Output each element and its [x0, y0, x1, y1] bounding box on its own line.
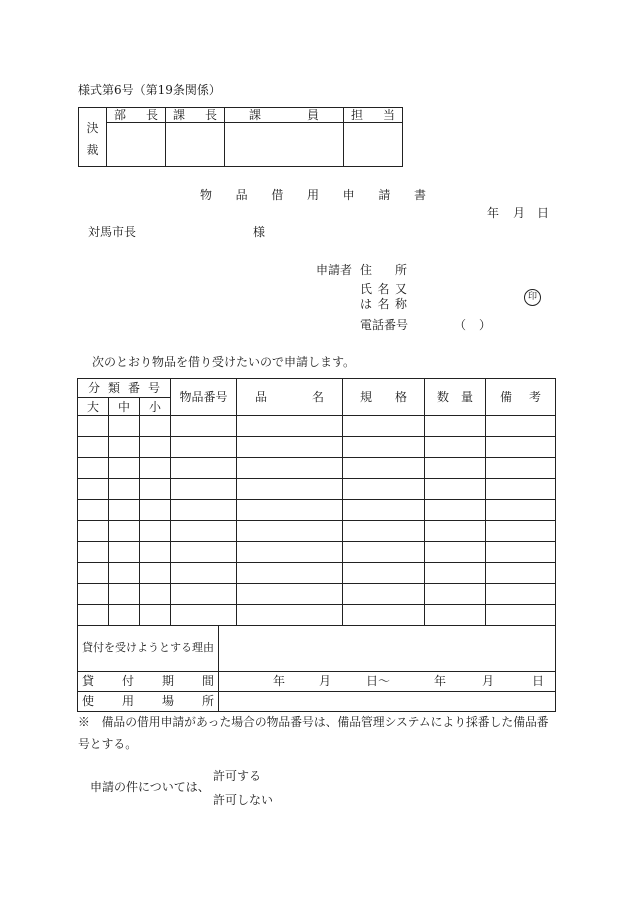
- class-middle-cell: [109, 605, 140, 626]
- class-minor-label: 小: [149, 399, 162, 414]
- remarks-cell: [486, 458, 556, 479]
- reason-label: 貸付を受けようとする理由: [82, 640, 214, 654]
- remarks-cell: [486, 584, 556, 605]
- approval-table: [78, 107, 403, 167]
- remarks-cell: [486, 416, 556, 437]
- class-major-cell: [78, 479, 109, 500]
- item-name-cell: [237, 563, 343, 584]
- period-start-month: 月: [319, 673, 332, 688]
- item-row: [78, 521, 556, 542]
- item-name-cell: [237, 521, 343, 542]
- approval-stamp-cell: [166, 123, 225, 167]
- class-middle-label: 中: [117, 399, 130, 414]
- remarks-cell: [486, 500, 556, 521]
- item-number-header: [171, 379, 237, 416]
- decision-approve: 許可する: [213, 769, 262, 783]
- intro-text: 次のとおり物品を借り受けたいので申請します。: [92, 355, 356, 369]
- class-major-cell: [78, 563, 109, 584]
- item-number-cell: [171, 542, 237, 563]
- item-number-cell: [171, 500, 237, 521]
- class-minor-cell: [140, 437, 171, 458]
- class-major-cell: [78, 605, 109, 626]
- date-year: 年: [487, 206, 500, 220]
- approval-header-label: 課 員: [249, 108, 319, 122]
- class-middle-cell: [109, 563, 140, 584]
- class-middle-cell: [109, 542, 140, 563]
- approval-stamp-cell: [225, 123, 344, 167]
- quantity-cell: [425, 605, 486, 626]
- spec-cell: [343, 500, 425, 521]
- class-major-header: [78, 398, 109, 416]
- class-major-cell: [78, 437, 109, 458]
- item-name-cell: [237, 416, 343, 437]
- place-label: 使 用 場 所: [82, 694, 214, 708]
- quantity-header: [425, 379, 486, 416]
- document-title: 物 品 借 用 申 請 書: [200, 188, 426, 202]
- spec-cell: [343, 605, 425, 626]
- spec-cell: [343, 563, 425, 584]
- item-name-cell: [237, 437, 343, 458]
- quantity-header-label: 数 量: [437, 390, 474, 404]
- item-number-cell: [171, 416, 237, 437]
- quantity-cell: [425, 542, 486, 563]
- approval-label-cell: [79, 108, 107, 167]
- item-number-cell: [171, 605, 237, 626]
- class-middle-cell: [109, 458, 140, 479]
- remarks-cell: [486, 479, 556, 500]
- class-middle-header: [109, 398, 140, 416]
- period-start-day: 日〜: [366, 673, 391, 688]
- item-table: [77, 378, 556, 626]
- phone-paren-close: ）: [479, 318, 492, 332]
- period-label: 貸 付 期 間: [82, 674, 214, 688]
- applicant-phone-label: 電話番号: [360, 318, 409, 332]
- loan-details-table: [77, 625, 556, 712]
- class-minor-cell: [140, 479, 171, 500]
- seal-mark: 印: [524, 289, 541, 306]
- spec-cell: [343, 416, 425, 437]
- phone-paren-open: （: [454, 318, 467, 332]
- item-name-header-label: 品 名: [255, 390, 325, 404]
- remarks-cell: [486, 521, 556, 542]
- quantity-cell: [425, 521, 486, 542]
- class-major-cell: [78, 416, 109, 437]
- remarks-cell: [486, 542, 556, 563]
- class-middle-cell: [109, 584, 140, 605]
- item-row: [78, 584, 556, 605]
- item-row: [78, 500, 556, 521]
- item-name-cell: [237, 542, 343, 563]
- period-value-cell: [219, 671, 556, 691]
- item-name-cell: [237, 584, 343, 605]
- item-row: [78, 563, 556, 584]
- period-end-month: 月: [482, 673, 495, 688]
- approval-header-person-in-charge: [344, 108, 403, 123]
- quantity-cell: [425, 584, 486, 605]
- class-minor-cell: [140, 521, 171, 542]
- period-start-year: 年: [273, 673, 286, 688]
- spec-header-label: 規 格: [360, 390, 408, 404]
- class-middle-cell: [109, 479, 140, 500]
- item-row: [78, 437, 556, 458]
- classification-header-label: 分 類 番 号: [88, 381, 161, 395]
- applicant-name-label-line1: 氏 名 又: [360, 282, 407, 296]
- class-minor-cell: [140, 605, 171, 626]
- class-minor-cell: [140, 416, 171, 437]
- reason-label-cell: [78, 625, 219, 671]
- quantity-cell: [425, 437, 486, 458]
- approval-header-label: 担 当: [351, 108, 395, 122]
- item-name-cell: [237, 458, 343, 479]
- item-row: [78, 542, 556, 563]
- item-number-cell: [171, 437, 237, 458]
- class-middle-cell: [109, 521, 140, 542]
- quantity-cell: [425, 563, 486, 584]
- remarks-cell: [486, 605, 556, 626]
- item-number-cell: [171, 584, 237, 605]
- class-major-cell: [78, 542, 109, 563]
- applicant-address-label: 住 所: [360, 263, 407, 277]
- item-name-cell: [237, 605, 343, 626]
- spec-header: [343, 379, 425, 416]
- item-name-cell: [237, 479, 343, 500]
- approval-label-bottom: 裁: [86, 143, 99, 157]
- quantity-cell: [425, 458, 486, 479]
- spec-cell: [343, 521, 425, 542]
- remarks-cell: [486, 563, 556, 584]
- place-value-cell: [219, 691, 556, 711]
- class-minor-cell: [140, 500, 171, 521]
- spec-cell: [343, 542, 425, 563]
- item-number-cell: [171, 521, 237, 542]
- approval-label-top: 決: [86, 121, 99, 135]
- class-major-cell: [78, 584, 109, 605]
- period-label-cell: [78, 671, 219, 691]
- item-row: [78, 458, 556, 479]
- decision-deny: 許可しない: [213, 793, 274, 807]
- spec-cell: [343, 458, 425, 479]
- form-number: 様式第6号（第19条関係）: [78, 83, 221, 97]
- class-minor-cell: [140, 563, 171, 584]
- item-number-cell: [171, 479, 237, 500]
- approval-stamp-cell: [344, 123, 403, 167]
- remarks-header: [486, 379, 556, 416]
- class-middle-cell: [109, 437, 140, 458]
- quantity-cell: [425, 416, 486, 437]
- applicant-name-label-line2: は 名 称: [360, 297, 407, 311]
- quantity-cell: [425, 500, 486, 521]
- applicant-label: 申請者: [316, 263, 353, 277]
- spec-cell: [343, 479, 425, 500]
- item-number-header-label: 物品番号: [179, 390, 228, 404]
- class-minor-header: [140, 398, 171, 416]
- class-minor-cell: [140, 458, 171, 479]
- addressee-name: 対馬市長: [88, 225, 137, 239]
- date-day: 日: [537, 206, 550, 220]
- class-minor-cell: [140, 542, 171, 563]
- item-row: [78, 416, 556, 437]
- quantity-cell: [425, 479, 486, 500]
- approval-header-staff: [225, 108, 344, 123]
- place-label-cell: [78, 691, 219, 711]
- item-number-cell: [171, 458, 237, 479]
- class-major-cell: [78, 521, 109, 542]
- spec-cell: [343, 584, 425, 605]
- approval-header-section-chief: [166, 108, 225, 123]
- class-major-cell: [78, 458, 109, 479]
- period-end-day: 日: [532, 673, 545, 688]
- class-major-label: 大: [86, 399, 99, 414]
- item-row: [78, 479, 556, 500]
- date-month: 月: [513, 206, 526, 220]
- approval-header-department-head: [107, 108, 166, 123]
- class-middle-cell: [109, 416, 140, 437]
- period-end-year: 年: [434, 673, 447, 688]
- remarks-cell: [486, 437, 556, 458]
- approval-header-label: 部 長: [114, 108, 158, 122]
- remarks-header-label: 備 考: [500, 390, 542, 404]
- class-minor-cell: [140, 584, 171, 605]
- item-row: [78, 605, 556, 626]
- classification-header: [78, 379, 171, 398]
- item-name-cell: [237, 500, 343, 521]
- approval-header-label: 課 長: [173, 108, 217, 122]
- class-major-cell: [78, 500, 109, 521]
- item-name-header: [237, 379, 343, 416]
- reason-value-cell: [219, 625, 556, 671]
- spec-cell: [343, 437, 425, 458]
- approval-stamp-cell: [107, 123, 166, 167]
- decision-prefix: 申請の件については、: [90, 780, 210, 794]
- footnote: ※ 備品の借用申請があった場合の物品番号は、備品管理システムにより採番した備品番号とする。: [78, 715, 549, 751]
- item-number-cell: [171, 563, 237, 584]
- class-middle-cell: [109, 500, 140, 521]
- addressee-honorific: 様: [253, 225, 266, 239]
